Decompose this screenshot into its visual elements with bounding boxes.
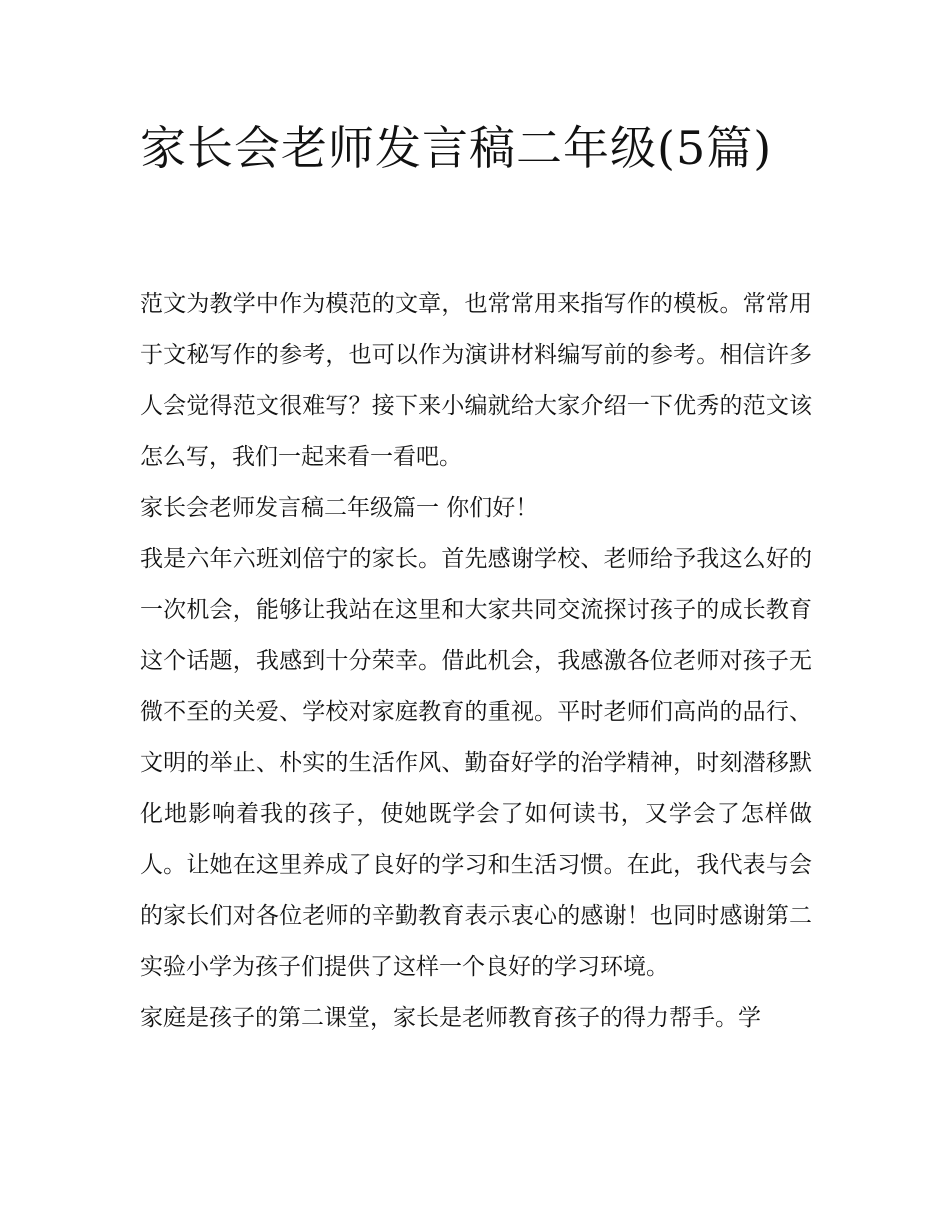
document-body [140, 279, 812, 1044]
intro-paragraph: 范文为教学中作为模范的文章，也常常用来指写作的模板。常常用于文秘写作的参考，也可以作为演讲材料编写前的参考。相信许多人会觉得范文很难写？接下来小编就给大家介绍一下优秀的范文该怎么写，我们一起来看一看吧。 [140, 291, 812, 470]
section-heading-paragraph: 家长会老师发言稿二年级篇一 你们好！ [140, 495, 539, 521]
document-title: 家长会老师发言稿二年级(5篇) [140, 121, 773, 175]
continuation-paragraph: 家庭是孩子的第二课堂，家长是老师教育孩子的得力帮手。学 [140, 1005, 761, 1031]
speech-paragraph: 我是六年六班刘倍宁的家长。首先感谢学校、老师给予我这么好的一次机会，能够让我站在这里和大家共同交流探讨孩子的成长教育这个话题，我感到十分荣幸。借此机会，我感激各位老师对孩子无微不至的关爱、学校对家庭教育的重视。平时老师们高尚的品行、文明的举止、朴实的生活作风、勤奋好学的治学精神，时刻潜移默化地影响着我的孩子，使她既学会了如何读书，又学会了怎样做人。让她在这里养成了良好的学习和生活习惯。在此，我代表与会的家长们对各位老师的辛勤教育表示衷心的感谢！也同时感谢第二实验小学为孩子们提供了这样一个良好的学习环境。 [140, 546, 812, 980]
